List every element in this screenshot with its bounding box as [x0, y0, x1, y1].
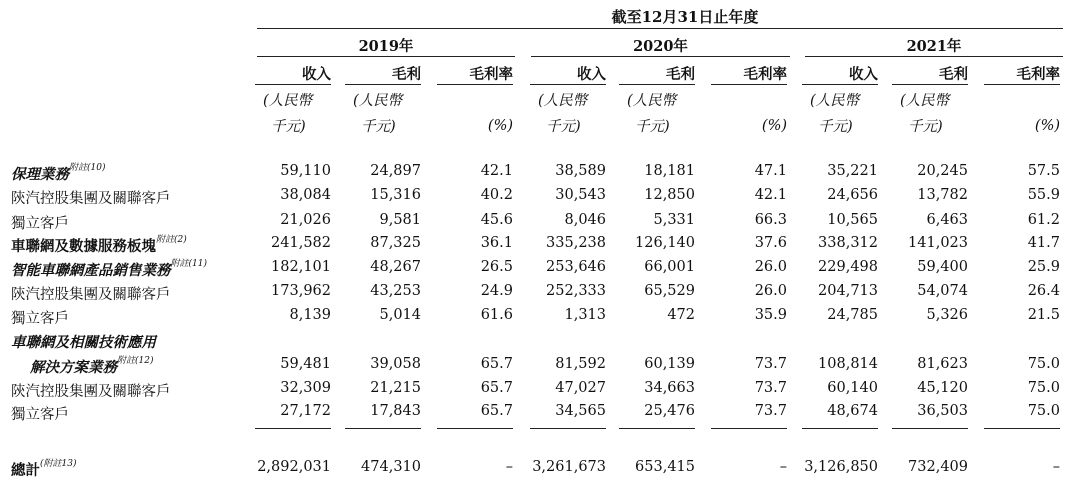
table-cell: 241,582	[271, 235, 331, 251]
total-cell: –	[505, 459, 513, 475]
row-label-text: 陝汽控股集團及關聯客戶	[11, 191, 171, 207]
table-cell: 5,014	[379, 307, 421, 323]
table-cell: 21,026	[280, 212, 331, 228]
table-cell: 35.9	[754, 307, 787, 323]
table-cell: 36.1	[480, 235, 513, 251]
total-cell: 3,261,673	[532, 459, 606, 475]
row-label-text: 獨立客戶	[11, 216, 69, 232]
table-cell: 25.9	[1027, 259, 1060, 275]
table-cell: 13,782	[917, 187, 968, 203]
unit-label: 千元)	[908, 119, 943, 135]
row-label-text: 解決方案業務	[30, 359, 117, 376]
unit-label: 千元)	[818, 119, 853, 135]
row-label	[11, 235, 187, 256]
table-cell: 59,400	[917, 259, 968, 275]
row-label	[11, 259, 207, 280]
table-cell: 21.5	[1027, 307, 1060, 323]
table-cell: 60,139	[644, 356, 695, 372]
table-cell: 6,463	[926, 212, 968, 228]
row-label	[11, 307, 69, 328]
column-header-rule	[802, 84, 878, 85]
table-cell: 41.7	[1027, 235, 1060, 251]
column-header-rule	[984, 84, 1060, 85]
table-cell: 42.1	[754, 187, 787, 203]
table-cell: 24,656	[827, 187, 878, 203]
row-label-text: 車聯網及數據服務板塊	[11, 238, 156, 255]
table-cell: 34,663	[644, 380, 695, 396]
row-label-text: 智能車聯網產品銷售業務	[11, 262, 171, 279]
table-cell: 57.5	[1027, 163, 1060, 179]
table-cell: 182,101	[271, 259, 331, 275]
unit-label: 千元)	[546, 119, 581, 135]
table-cell: 55.9	[1027, 187, 1060, 203]
table-cell: 12,850	[644, 187, 695, 203]
row-label	[11, 212, 69, 233]
table-cell: 252,333	[546, 283, 606, 299]
unit-label: 千元)	[361, 119, 396, 135]
table-cell: 81,592	[555, 356, 606, 372]
table-cell: 20,245	[917, 163, 968, 179]
footnote-ref: 附註(10)	[69, 163, 106, 173]
table-cell: 1,313	[564, 307, 606, 323]
year-rule	[257, 56, 515, 57]
column-header: 收入	[849, 66, 878, 83]
table-cell: 66.3	[754, 212, 787, 228]
table-cell: 73.7	[754, 403, 787, 419]
table-cell: 42.1	[480, 163, 513, 179]
table-cell: 45.6	[480, 212, 513, 228]
subtotal-rule	[255, 428, 331, 429]
unit-label: (人民幣	[353, 93, 403, 109]
subtotal-rule	[437, 428, 513, 429]
table-cell: 108,814	[818, 356, 878, 372]
table-cell: 65.7	[480, 356, 513, 372]
subtotal-rule	[984, 428, 1060, 429]
table-cell: 26.0	[754, 259, 787, 275]
table-cell: 9,581	[379, 212, 421, 228]
column-header-rule	[892, 84, 968, 85]
table-cell: 47,027	[555, 380, 606, 396]
table-cell: 38,589	[555, 163, 606, 179]
percent-unit: (%)	[761, 118, 787, 134]
table-cell: 5,331	[653, 212, 695, 228]
column-header-rule	[711, 84, 787, 85]
table-cell: 61.6	[480, 307, 513, 323]
total-label	[11, 459, 76, 480]
unit-label: 千元)	[635, 119, 670, 135]
table-cell: 65.7	[480, 403, 513, 419]
total-cell: 2,892,031	[257, 459, 331, 475]
table-cell: 59,110	[280, 163, 331, 179]
table-cell: 126,140	[635, 235, 695, 251]
subtotal-rule	[892, 428, 968, 429]
column-header-rule	[437, 84, 513, 85]
total-cell: –	[1052, 459, 1060, 475]
table-cell: 73.7	[754, 356, 787, 372]
table-cell: 73.7	[754, 380, 787, 396]
year-rule	[805, 56, 1063, 57]
table-cell: 8,139	[289, 307, 331, 323]
table-cell: 338,312	[818, 235, 878, 251]
total-cell: 653,415	[635, 459, 695, 475]
table-cell: 229,498	[818, 259, 878, 275]
subtotal-rule	[802, 428, 878, 429]
unit-label: (人民幣	[900, 93, 950, 109]
column-header: 毛利率	[469, 66, 513, 83]
row-label	[11, 163, 105, 184]
percent-unit: (%)	[1034, 118, 1060, 134]
table-cell: 24,897	[370, 163, 421, 179]
subtotal-rule	[619, 428, 695, 429]
row-label-text: 獨立客戶	[11, 311, 69, 327]
column-header: 毛利	[939, 66, 968, 83]
footnote-ref: 附註(11)	[170, 259, 207, 269]
row-label	[11, 380, 171, 401]
table-cell: 36,503	[917, 403, 968, 419]
footnote-ref: (附註13)	[40, 459, 77, 469]
table-cell: 253,646	[546, 259, 606, 275]
table-cell: 30,543	[555, 187, 606, 203]
table-cell: 141,023	[908, 235, 968, 251]
subtotal-rule	[711, 428, 787, 429]
table-cell: 25,476	[644, 403, 695, 419]
total-cell: 3,126,850	[804, 459, 878, 475]
subtotal-rule	[530, 428, 606, 429]
unit-label: (人民幣	[263, 93, 313, 109]
table-cell: 65,529	[644, 283, 695, 299]
table-cell: 47.1	[754, 163, 787, 179]
table-cell: 48,674	[827, 403, 878, 419]
column-header-rule	[530, 84, 606, 85]
table-cell: 61.2	[1027, 212, 1060, 228]
table-cell: 87,325	[370, 235, 421, 251]
table-cell: 26.0	[754, 283, 787, 299]
table-cell: 66,001	[644, 259, 695, 275]
footnote-ref: 附註(2)	[156, 235, 187, 245]
table-cell: 32,309	[280, 380, 331, 396]
period-header: 截至12月31日止年度	[611, 8, 759, 26]
table-cell: 43,253	[370, 283, 421, 299]
table-cell: 39,058	[370, 356, 421, 372]
table-cell: 75.0	[1027, 380, 1060, 396]
table-cell: 15,316	[370, 187, 421, 203]
table-cell: 60,140	[827, 380, 878, 396]
column-header-rule	[619, 84, 695, 85]
table-cell: 75.0	[1027, 403, 1060, 419]
column-header: 收入	[302, 66, 331, 83]
table-cell: 35,221	[827, 163, 878, 179]
table-cell: 24.9	[480, 283, 513, 299]
column-header: 毛利率	[1016, 66, 1060, 83]
unit-label: (人民幣	[627, 93, 677, 109]
table-cell: 37.6	[754, 235, 787, 251]
table-cell: 17,843	[370, 403, 421, 419]
row-label-text: 車聯網及相關技術應用	[11, 334, 156, 351]
table-cell: 27,172	[280, 403, 331, 419]
table-cell: 45,120	[917, 380, 968, 396]
table-cell: 18,181	[644, 163, 695, 179]
column-header: 收入	[577, 66, 606, 83]
table-cell: 59,481	[280, 356, 331, 372]
header-rule	[257, 28, 1063, 29]
table-cell: 75.0	[1027, 356, 1060, 372]
table-cell: 38,084	[280, 187, 331, 203]
unit-label: (人民幣	[810, 93, 860, 109]
column-header-rule	[255, 84, 331, 85]
row-label-text: 陝汽控股集團及關聯客戶	[11, 384, 171, 400]
table-cell: 8,046	[564, 212, 606, 228]
table-cell: 40.2	[480, 187, 513, 203]
row-label	[11, 331, 156, 352]
column-header: 毛利	[666, 66, 695, 83]
column-header-rule	[345, 84, 421, 85]
table-cell: 34,565	[555, 403, 606, 419]
column-header: 毛利率	[743, 66, 787, 83]
total-cell: 732,409	[908, 459, 968, 475]
row-label	[11, 187, 171, 208]
table-cell: 26.4	[1027, 283, 1060, 299]
table-cell: 48,267	[370, 259, 421, 275]
row-label-text: 陝汽控股集團及關聯客戶	[11, 287, 171, 303]
footnote-ref: 附註(12)	[117, 356, 154, 366]
table-cell: 21,215	[370, 380, 421, 396]
table-cell: 65.7	[480, 380, 513, 396]
unit-label: 千元)	[271, 119, 306, 135]
year-header: 2020年	[633, 38, 688, 55]
total-cell: 474,310	[361, 459, 421, 475]
table-cell: 54,074	[917, 283, 968, 299]
row-label-text: 保理業務	[11, 166, 69, 183]
year-header: 2021年	[906, 38, 962, 55]
unit-label: (人民幣	[538, 93, 588, 109]
table-cell: 335,238	[546, 235, 606, 251]
subtotal-rule	[345, 428, 421, 429]
table-cell: 81,623	[917, 356, 968, 372]
percent-unit: (%)	[487, 118, 513, 134]
table-cell: 24,785	[827, 307, 878, 323]
table-cell: 5,326	[926, 307, 968, 323]
total-label-text: 總計	[11, 462, 40, 479]
row-label	[11, 283, 171, 304]
table-cell: 26.5	[480, 259, 513, 275]
total-cell: –	[779, 459, 787, 475]
table-cell: 173,962	[271, 283, 331, 299]
column-header: 毛利	[392, 66, 421, 83]
year-header: 2019年	[358, 38, 414, 55]
row-label-text: 獨立客戶	[11, 407, 69, 423]
table-cell: 204,713	[818, 283, 878, 299]
row-label	[11, 403, 69, 424]
row-label	[30, 356, 153, 377]
table-cell: 472	[667, 307, 695, 323]
year-rule	[531, 56, 790, 57]
table-cell: 10,565	[827, 212, 878, 228]
